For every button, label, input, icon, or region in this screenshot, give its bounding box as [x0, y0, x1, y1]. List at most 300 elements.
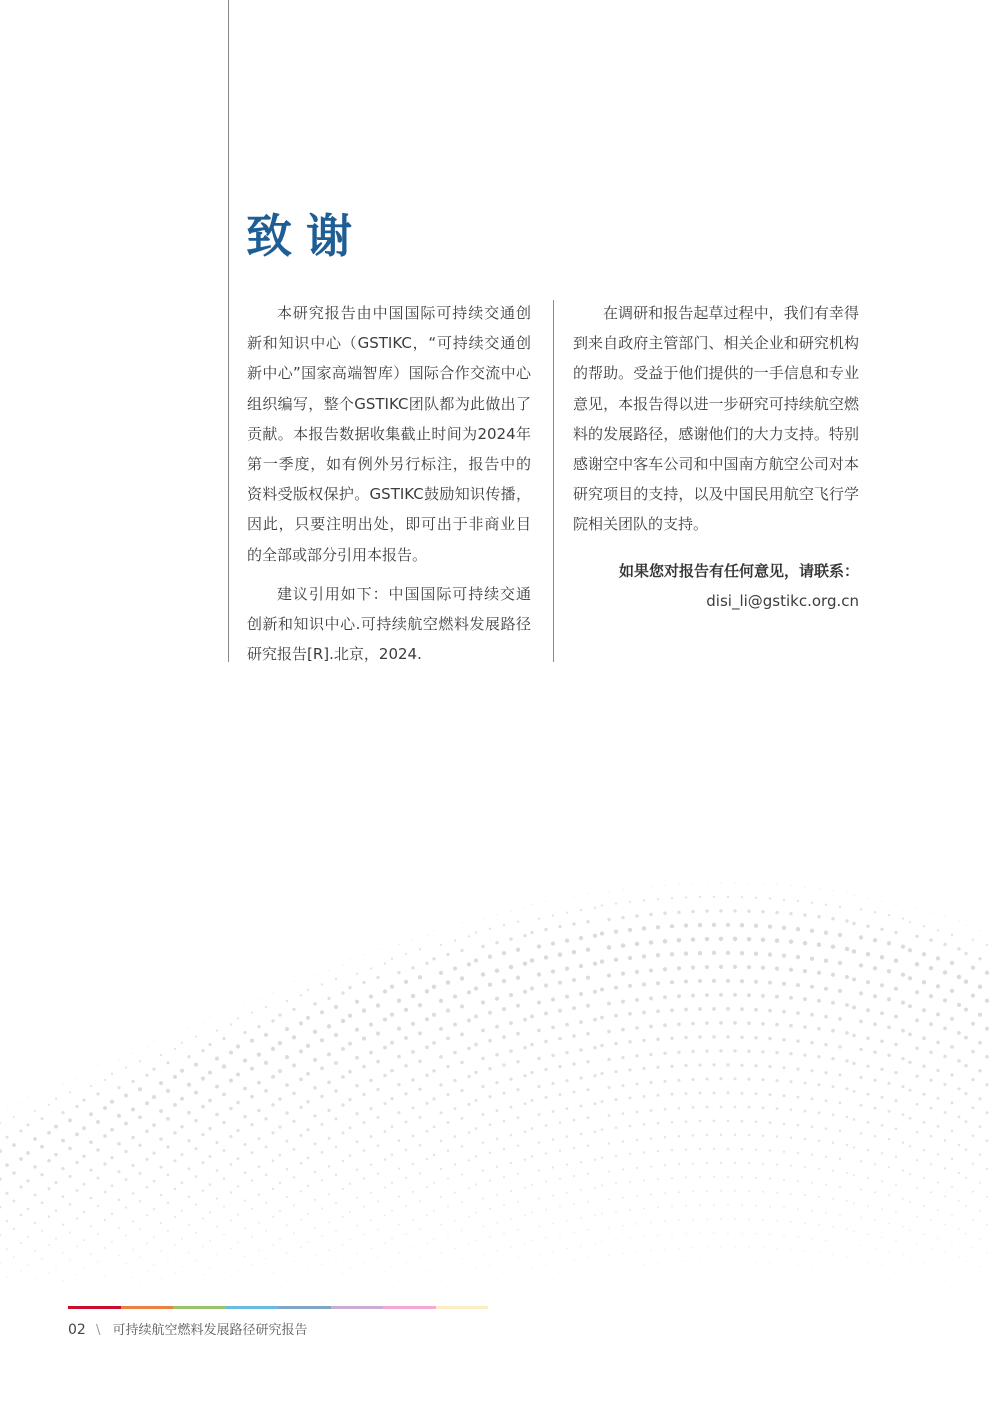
decorative-dot — [495, 968, 499, 972]
decorative-dot — [783, 1207, 785, 1209]
decorative-dot — [839, 1186, 841, 1188]
decorative-dot — [467, 1047, 471, 1051]
decorative-dot — [621, 943, 625, 947]
decorative-dot — [734, 1274, 735, 1275]
decorative-dot — [251, 1012, 253, 1014]
decorative-dot — [271, 1047, 275, 1051]
decorative-dot — [244, 1004, 245, 1005]
decorative-dot — [985, 1027, 989, 1031]
decorative-dot — [517, 1201, 519, 1203]
decorative-dot — [916, 1215, 918, 1217]
decorative-dot — [530, 1015, 534, 1019]
decorative-dot — [831, 1085, 834, 1088]
decorative-dot — [881, 1096, 884, 1099]
decorative-dot — [495, 1025, 499, 1029]
decorative-dot — [216, 1029, 218, 1031]
decorative-dot — [593, 962, 597, 966]
decorative-dot — [902, 1113, 905, 1116]
decorative-dot — [272, 1216, 274, 1218]
decorative-dot — [131, 1164, 134, 1167]
decorative-dot — [307, 989, 309, 991]
decorative-dot — [328, 1193, 330, 1195]
decorative-dot — [558, 1065, 561, 1068]
decorative-dot — [867, 1093, 870, 1096]
decorative-dot — [202, 1022, 203, 1023]
decorative-dot — [874, 1276, 875, 1277]
decorative-dot — [636, 1139, 638, 1141]
decorative-dot — [286, 1168, 289, 1171]
decorative-dot — [762, 1219, 764, 1221]
decorative-dot — [341, 991, 344, 994]
decorative-dot — [601, 1213, 603, 1215]
decorative-dot — [664, 1108, 667, 1111]
decorative-dot — [698, 923, 702, 927]
decorative-dot — [251, 1208, 253, 1210]
decorative-dot — [537, 944, 541, 948]
decorative-dot — [720, 1105, 723, 1108]
decorative-dot — [516, 948, 520, 952]
footer-bar-segment — [121, 1306, 174, 1309]
decorative-dot — [720, 1190, 722, 1192]
decorative-dot — [306, 1044, 310, 1048]
decorative-dot — [804, 1250, 805, 1251]
decorative-dot — [377, 1229, 379, 1231]
decorative-dot — [622, 1253, 623, 1254]
decorative-dot — [824, 931, 828, 935]
decorative-dot — [971, 1050, 975, 1054]
decorative-dot — [363, 1121, 366, 1124]
decorative-dot — [453, 1079, 456, 1082]
decorative-dot — [804, 1138, 806, 1140]
decorative-dot — [83, 1211, 85, 1213]
decorative-dot — [502, 979, 506, 983]
decorative-dot — [643, 1095, 646, 1098]
decorative-dot — [775, 1023, 779, 1027]
decorative-dot — [145, 1101, 149, 1105]
decorative-dot — [776, 1107, 779, 1110]
decorative-dot — [965, 1120, 968, 1123]
decorative-dot — [741, 896, 743, 898]
decorative-dot — [432, 1041, 436, 1045]
decorative-dot — [824, 1043, 827, 1046]
decorative-dot — [733, 993, 737, 997]
decorative-dot — [545, 1124, 548, 1127]
decorative-dot — [811, 1266, 812, 1267]
decorative-dot — [782, 926, 786, 930]
decorative-dot — [468, 1187, 470, 1189]
decorative-dot — [845, 1003, 849, 1007]
decorative-dot — [824, 987, 828, 991]
decorative-dot — [327, 1052, 331, 1056]
decorative-dot — [160, 1054, 162, 1056]
decorative-dot — [300, 1190, 302, 1192]
decorative-dot — [845, 1059, 848, 1062]
decorative-dot — [356, 1168, 358, 1170]
decorative-dot — [986, 1224, 988, 1226]
decorative-dot — [369, 1022, 373, 1026]
decorative-dot — [951, 1158, 953, 1160]
decorative-dot — [194, 1119, 198, 1123]
decorative-dot — [761, 1078, 764, 1081]
decorative-dot — [972, 1247, 973, 1248]
decorative-dot — [867, 1262, 868, 1263]
decorative-dot — [257, 1081, 261, 1085]
decorative-dot — [657, 1150, 659, 1152]
decorative-dot — [0, 1262, 1, 1264]
decorative-dot — [537, 1085, 540, 1088]
decorative-dot — [460, 976, 464, 980]
decorative-dot — [397, 1083, 400, 1086]
decorative-dot — [663, 939, 667, 943]
page-number: 02 — [68, 1322, 86, 1338]
decorative-dot — [244, 1228, 246, 1230]
decorative-dot — [369, 994, 373, 998]
decorative-dot — [132, 1053, 133, 1054]
decorative-dot — [936, 984, 940, 988]
decorative-dot — [608, 1170, 610, 1172]
page-title: 致谢 — [246, 209, 366, 263]
decorative-dot — [390, 1041, 394, 1045]
decorative-dot — [607, 973, 611, 977]
decorative-dot — [642, 982, 646, 986]
decorative-dot — [789, 996, 793, 1000]
decorative-dot — [859, 991, 863, 995]
decorative-dot — [867, 1233, 868, 1234]
decorative-dot — [685, 1205, 687, 1207]
decorative-dot — [804, 1166, 806, 1168]
contact-email-link[interactable]: disi_li@gstikc.org.cn — [706, 591, 859, 610]
decorative-dot — [503, 1148, 505, 1150]
decorative-dot — [502, 1007, 506, 1011]
decorative-dot — [404, 1008, 408, 1012]
decorative-dot — [537, 1057, 540, 1060]
decorative-dot — [75, 1161, 78, 1164]
decorative-dot — [55, 1209, 58, 1212]
decorative-dot — [923, 1177, 925, 1179]
decorative-dot — [411, 1022, 415, 1026]
decorative-dot — [790, 1193, 792, 1195]
decorative-dot — [0, 1234, 1, 1236]
decorative-dot — [181, 1042, 183, 1044]
decorative-dot — [866, 925, 869, 928]
decorative-dot — [832, 890, 833, 891]
decorative-dot — [433, 1125, 436, 1128]
decorative-dot — [888, 1194, 890, 1196]
decorative-dot — [27, 1208, 30, 1211]
decorative-dot — [461, 1117, 464, 1120]
decorative-dot — [453, 1023, 457, 1027]
decorative-dot — [335, 1174, 337, 1176]
decorative-dot — [887, 1025, 891, 1029]
decorative-dot — [397, 998, 401, 1002]
decorative-dot — [831, 973, 835, 977]
decorative-dot — [978, 1013, 982, 1017]
decorative-dot — [384, 1271, 385, 1272]
decorative-dot — [712, 1035, 715, 1038]
decorative-dot — [27, 1264, 29, 1266]
decorative-dot — [33, 1137, 37, 1141]
decorative-dot — [873, 1051, 876, 1054]
decorative-dot — [964, 1092, 967, 1095]
decorative-dot — [300, 1275, 301, 1276]
decorative-dot — [559, 1206, 561, 1208]
decorative-dot — [286, 1224, 288, 1226]
decorative-dot — [838, 1045, 841, 1048]
decorative-dot — [867, 1205, 869, 1207]
decorative-dot — [97, 1233, 99, 1235]
decorative-dot — [762, 1135, 764, 1137]
decorative-dot — [824, 1015, 828, 1019]
decorative-dot — [320, 1010, 324, 1014]
decorative-dot — [635, 970, 639, 974]
decorative-dot — [453, 1051, 457, 1055]
decorative-dot — [734, 882, 735, 883]
decorative-dot — [223, 1149, 226, 1152]
footer-bar-segment — [436, 1306, 489, 1309]
decorative-dot — [153, 1208, 155, 1210]
decorative-dot — [26, 1151, 30, 1155]
decorative-dot — [685, 1177, 687, 1179]
decorative-dot — [397, 1055, 401, 1059]
decorative-dot — [881, 1180, 883, 1182]
decorative-dot — [929, 1022, 933, 1026]
decorative-dot — [90, 1253, 92, 1255]
decorative-dot — [530, 1071, 533, 1074]
decorative-dot — [839, 1270, 840, 1271]
decorative-dot — [264, 1117, 267, 1120]
decorative-dot — [803, 997, 807, 1001]
decorative-dot — [194, 1147, 197, 1150]
decorative-dot — [117, 1086, 120, 1089]
footer-color-bar — [68, 1306, 488, 1309]
decorative-dot — [195, 1203, 197, 1205]
decorative-dot — [894, 1015, 898, 1019]
decorative-dot — [292, 1063, 296, 1067]
decorative-dot — [937, 1125, 940, 1128]
decorative-dot — [552, 1223, 554, 1225]
decorative-dot — [355, 1056, 359, 1060]
decorative-dot — [523, 1046, 527, 1050]
decorative-dot — [167, 1230, 169, 1232]
decorative-dot — [894, 1043, 898, 1047]
decorative-dot — [5, 1192, 8, 1195]
decorative-dot — [314, 1142, 317, 1145]
decorative-dot — [327, 1109, 330, 1112]
decorative-dot — [474, 1099, 477, 1102]
decorative-dot — [258, 1222, 260, 1224]
decorative-dot — [670, 1037, 673, 1040]
decorative-dot — [405, 1120, 408, 1123]
contact-label: 如果您对报告有任何意见，请联系： — [618, 561, 859, 580]
decorative-dot — [600, 988, 604, 992]
decorative-dot — [153, 1040, 154, 1041]
decorative-dot — [734, 1106, 737, 1109]
decorative-dot — [68, 1175, 71, 1178]
decorative-dot — [615, 1098, 618, 1101]
decorative-dot — [523, 934, 526, 937]
decorative-dot — [390, 1097, 393, 1100]
decorative-dot — [664, 1136, 666, 1138]
decorative-dot — [978, 1041, 982, 1045]
decorative-dot — [209, 1155, 212, 1158]
decorative-dot — [769, 1234, 770, 1235]
decorative-dot — [866, 1065, 869, 1068]
decorative-dot — [496, 1250, 497, 1251]
decorative-dot — [370, 1135, 373, 1138]
decorative-dot — [874, 1163, 876, 1165]
decorative-dot — [90, 1197, 93, 1200]
decorative-dot — [747, 1078, 750, 1081]
decorative-dot — [804, 887, 805, 888]
decorative-dot — [216, 1254, 217, 1255]
decorative-dot — [671, 1121, 674, 1124]
decorative-dot — [565, 1051, 568, 1054]
decorative-dot — [817, 943, 821, 947]
decorative-dot — [825, 1240, 826, 1241]
decorative-dot — [362, 1008, 366, 1012]
decorative-dot — [859, 935, 863, 939]
decorative-dot — [691, 994, 695, 998]
decorative-dot — [545, 1209, 547, 1211]
decorative-dot — [426, 1158, 428, 1160]
decorative-dot — [566, 1220, 568, 1222]
decorative-dot — [712, 1063, 715, 1066]
decorative-dot — [887, 941, 891, 945]
decorative-dot — [761, 966, 765, 970]
decorative-dot — [551, 969, 555, 973]
decorative-dot — [740, 951, 744, 955]
decorative-dot — [664, 1249, 665, 1250]
decorative-dot — [566, 1164, 568, 1166]
decorative-dot — [860, 1160, 862, 1162]
decorative-dot — [362, 981, 365, 984]
decorative-dot — [692, 1219, 694, 1221]
decorative-dot — [853, 1174, 855, 1176]
decorative-dot — [265, 1230, 267, 1232]
decorative-dot — [349, 1154, 352, 1157]
decorative-dot — [222, 1121, 225, 1124]
decorative-dot — [440, 1168, 442, 1170]
decorative-dot — [979, 1210, 981, 1212]
decorative-dot — [951, 1186, 953, 1188]
decorative-dot — [166, 1117, 170, 1121]
decorative-dot — [972, 1106, 975, 1109]
decorative-dot — [139, 1285, 140, 1286]
decorative-dot — [516, 1088, 519, 1091]
decorative-dot — [75, 1132, 79, 1136]
decorative-dot — [89, 1169, 92, 1172]
decorative-dot — [699, 1176, 701, 1178]
decorative-dot — [957, 975, 961, 979]
decorative-dot — [509, 1021, 513, 1025]
decorative-dot — [118, 1059, 119, 1060]
decorative-dot — [650, 1165, 652, 1167]
decorative-dot — [586, 976, 590, 980]
decorative-dot — [314, 1255, 315, 1256]
decorative-dot — [545, 1237, 546, 1238]
decorative-dot — [355, 1112, 358, 1115]
decorative-dot — [768, 924, 772, 928]
decorative-dot — [965, 1233, 967, 1235]
footer-bar-segment — [68, 1306, 121, 1309]
decorative-dot — [404, 1092, 407, 1095]
decorative-dot — [719, 909, 722, 912]
decorative-dot — [538, 1226, 540, 1228]
decorative-dot — [726, 1035, 729, 1038]
decorative-dot — [789, 1024, 793, 1028]
decorative-dot — [937, 929, 939, 931]
decorative-dot — [503, 1204, 505, 1206]
decorative-dot — [293, 1233, 295, 1235]
decorative-dot — [475, 931, 477, 933]
decorative-dot — [797, 1236, 798, 1237]
decorative-dot — [586, 1004, 590, 1008]
decorative-dot — [188, 1224, 190, 1226]
decorative-dot — [831, 1001, 835, 1005]
decorative-dot — [201, 1049, 204, 1052]
decorative-dot — [629, 1209, 631, 1211]
decorative-dot — [600, 1044, 603, 1047]
decorative-dot — [628, 1012, 632, 1016]
decorative-dot — [222, 1064, 226, 1068]
decorative-dot — [111, 1184, 114, 1187]
decorative-dot — [510, 1190, 512, 1192]
decorative-dot — [867, 1149, 869, 1151]
decorative-dot — [579, 964, 583, 968]
decorative-dot — [188, 1196, 190, 1198]
decorative-dot — [580, 1133, 583, 1136]
decorative-dot — [174, 1048, 176, 1050]
decorative-dot — [839, 1158, 841, 1160]
decorative-dot — [657, 1094, 660, 1097]
decorative-dot — [279, 1154, 282, 1157]
decorative-dot — [705, 937, 709, 941]
decorative-dot — [138, 1144, 141, 1147]
decorative-dot — [341, 1019, 345, 1023]
decorative-dot — [964, 1008, 968, 1012]
decorative-dot — [517, 1144, 519, 1146]
decorative-dot — [384, 1243, 385, 1244]
decorative-dot — [635, 914, 638, 917]
decorative-dot — [524, 1187, 526, 1189]
decorative-dot — [979, 1182, 981, 1184]
decorative-dot — [915, 935, 918, 938]
decorative-dot — [531, 1155, 533, 1157]
decorative-dot — [593, 934, 597, 938]
decorative-dot — [587, 1257, 588, 1258]
decorative-dot — [908, 1032, 912, 1036]
decorative-dot — [867, 1121, 870, 1124]
decorative-dot — [138, 1115, 142, 1119]
decorative-dot — [468, 1131, 471, 1134]
decorative-dot — [678, 884, 679, 885]
decorative-dot — [860, 908, 862, 910]
decorative-dot — [783, 1263, 784, 1264]
decorative-dot — [950, 1073, 953, 1076]
decorative-dot — [720, 882, 721, 883]
decorative-dot — [159, 1137, 162, 1140]
decorative-dot — [776, 1248, 777, 1249]
decorative-dot — [734, 1190, 736, 1192]
decorative-dot — [425, 1102, 428, 1105]
decorative-dot — [503, 1260, 504, 1261]
decorative-dot — [202, 1189, 204, 1191]
decorative-dot — [965, 1261, 966, 1262]
decorative-dot — [769, 1093, 772, 1096]
decorative-dot — [643, 1123, 646, 1126]
decorative-dot — [713, 1260, 714, 1261]
decorative-dot — [54, 1125, 58, 1129]
